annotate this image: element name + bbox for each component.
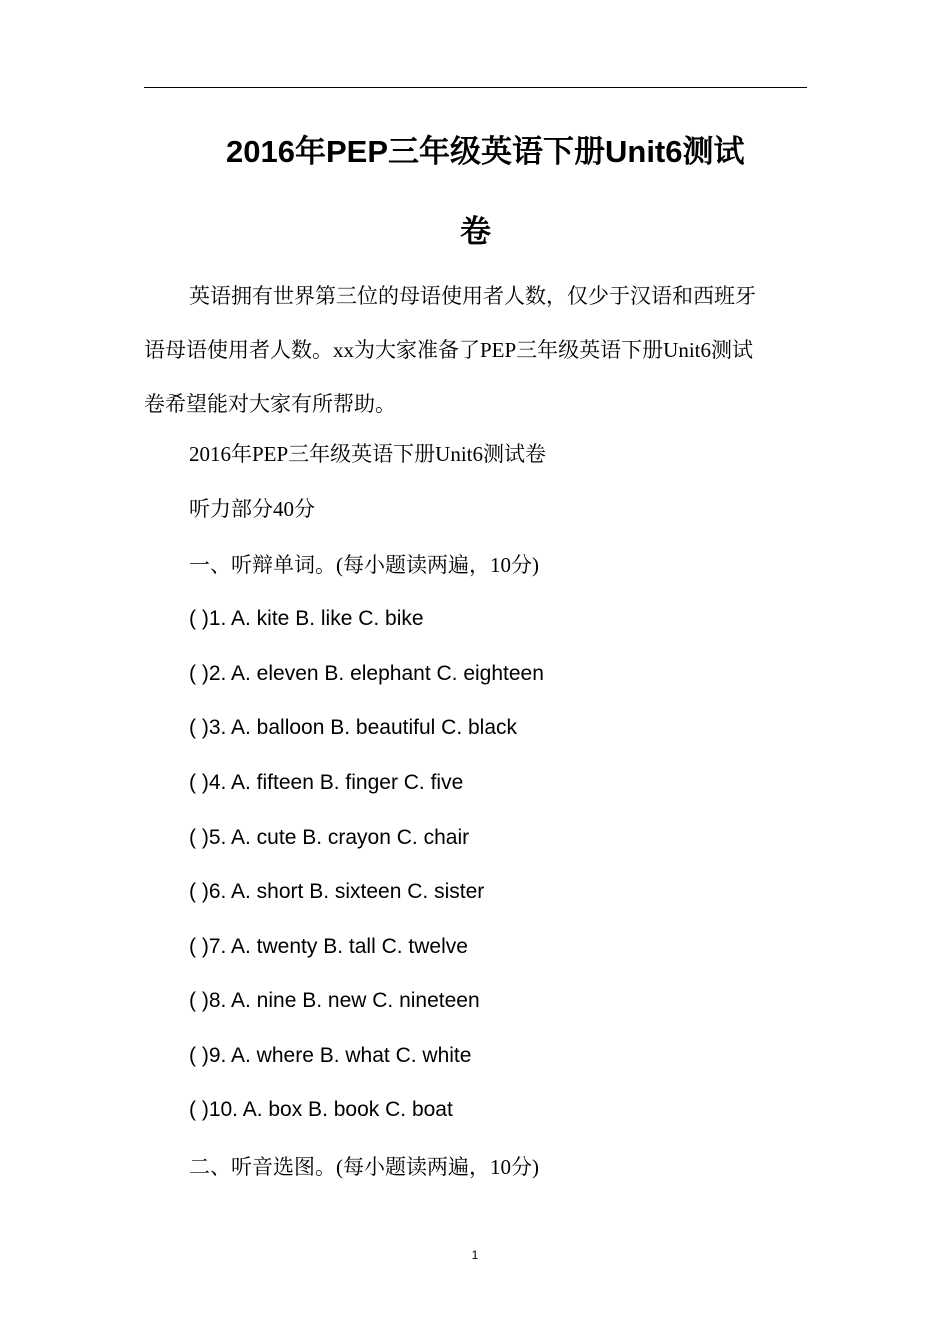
intro-line: 卷希望能对大家有所帮助。 [144, 392, 396, 416]
section-1-heading: 一、听辩单词。(每小题读两遍，10分) [189, 553, 539, 577]
page-number: 1 [471, 1248, 479, 1262]
question-item: ( )10. A. box B. book C. boat [189, 1098, 453, 1121]
listening-heading: 听力部分40分 [189, 497, 315, 521]
question-item: ( )4. A. fifteen B. finger C. five [189, 771, 464, 794]
document-title-line-2: 卷 [460, 214, 491, 249]
question-item: ( )8. A. nine B. new C. nineteen [189, 989, 480, 1012]
intro-line: 英语拥有世界第三位的母语使用者人数，仅少于汉语和西班牙 [189, 284, 756, 308]
question-item: ( )5. A. cute B. crayon C. chair [189, 826, 470, 849]
question-item: ( )6. A. short B. sixteen C. sister [189, 880, 485, 903]
intro-line: 语母语使用者人数。xx为大家准备了PEP三年级英语下册Unit6测试 [144, 338, 754, 362]
question-item: ( )9. A. where B. what C. white [189, 1044, 472, 1067]
question-item: ( )7. A. twenty B. tall C. twelve [189, 935, 468, 958]
subtitle: 2016年PEP三年级英语下册Unit6测试卷 [189, 442, 547, 466]
document-title-line-1: 2016年PEP三年级英语下册Unit6测试 [226, 134, 745, 169]
question-item: ( )2. A. eleven B. elephant C. eighteen [189, 662, 544, 685]
question-item: ( )3. A. balloon B. beautiful C. black [189, 716, 518, 739]
intro-paragraph [144, 269, 807, 431]
header-rule [144, 87, 807, 88]
question-item: ( )1. A. kite B. like C. bike [189, 607, 424, 630]
section-2-heading: 二、听音选图。(每小题读两遍，10分) [189, 1155, 539, 1179]
